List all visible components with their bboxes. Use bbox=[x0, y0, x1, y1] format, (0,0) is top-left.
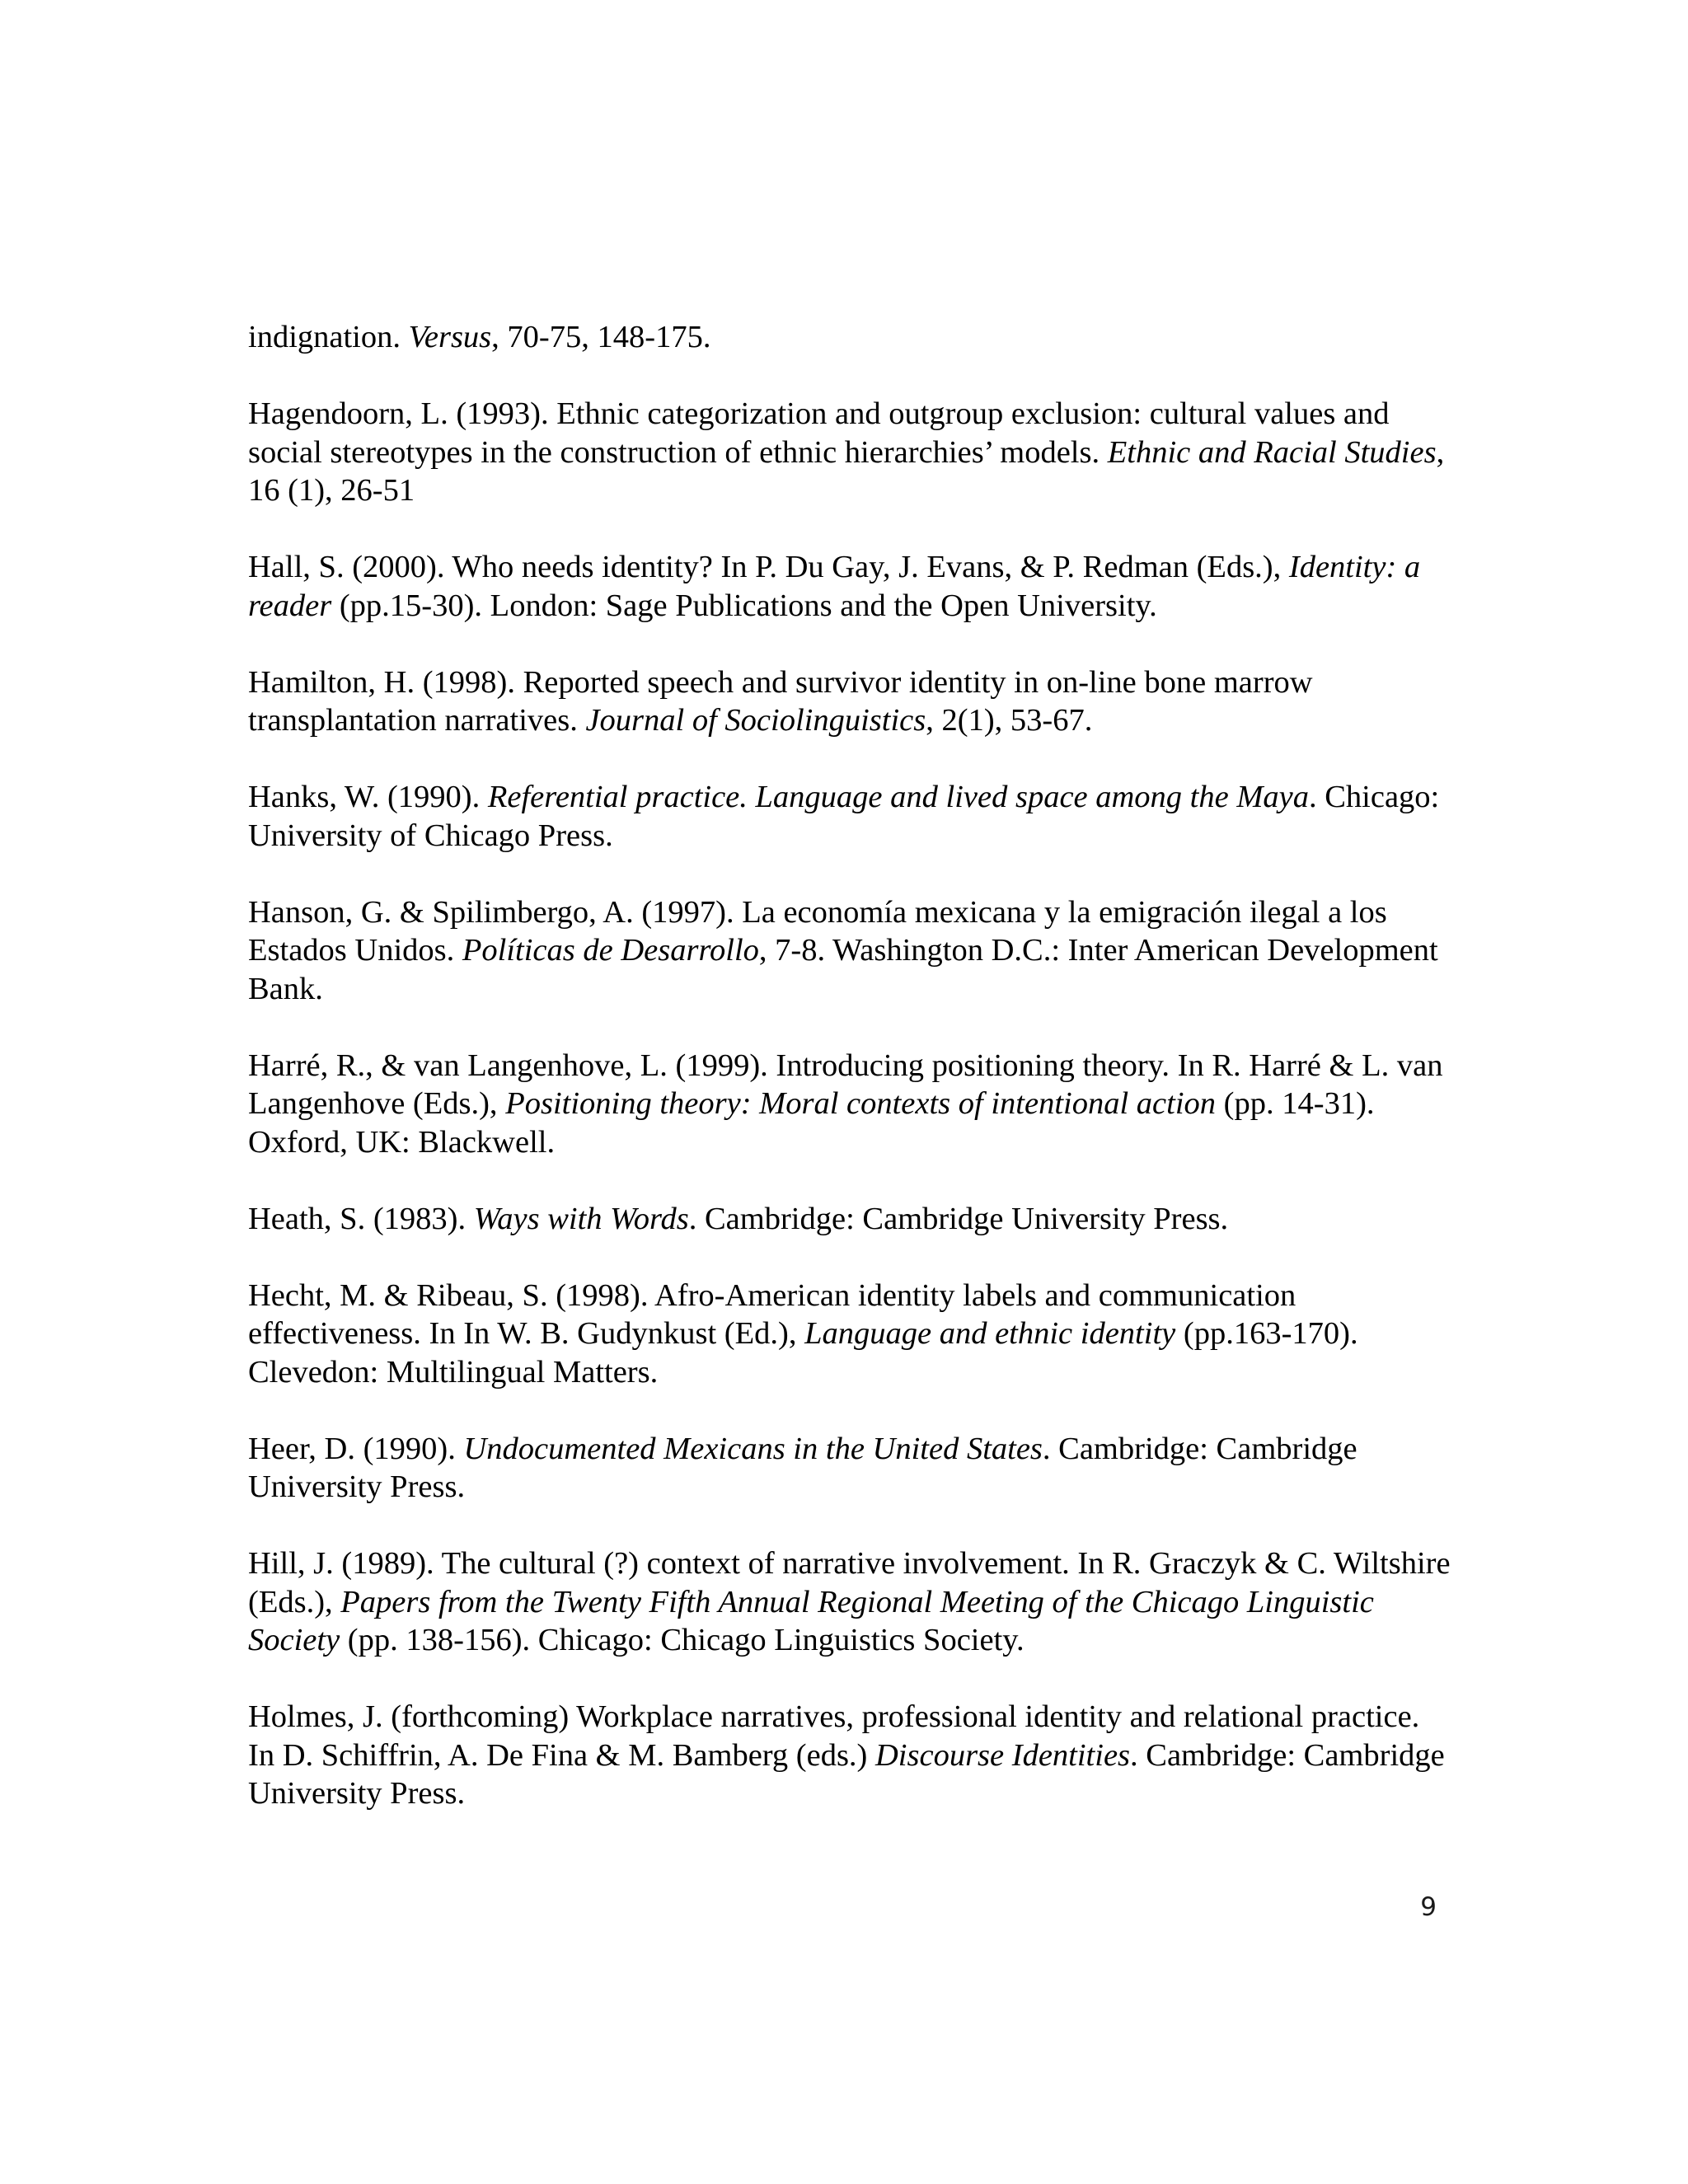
reference-entry bbox=[248, 1047, 1451, 1162]
reference-text: Hagendoorn, L. (1993). Ethnic categorization and outgroup exclusion: cultural values and social stereotypes in the construction of ethnic hierarchies’ models. bbox=[248, 396, 1390, 470]
reference-entry bbox=[248, 318, 1451, 357]
reference-list bbox=[248, 318, 1451, 1813]
reference-text: . Chicago: University of Chicago Press. bbox=[248, 780, 1440, 853]
reference-entry bbox=[248, 778, 1451, 855]
reference-text: Heer, D. (1990). bbox=[248, 1431, 464, 1466]
reference-text: Hill, J. (1989). The cultural (?) context of narrative involvement. In R. Graczyk & C. Wiltshire (Eds.), bbox=[248, 1546, 1451, 1619]
reference-text: indignation. bbox=[248, 320, 409, 354]
reference-text: Holmes, J. (forthcoming) Workplace narratives, professional identity and relational practice. In D. Schiffrin, A. De Fina & M. Bamberg (eds.) bbox=[248, 1699, 1420, 1773]
reference-text: Hanson, G. & Spilimbergo, A. (1997). La economía mexicana y la emigración ilegal a los Estados Unidos. bbox=[248, 894, 1387, 968]
reference-text: (pp. 138-156). Chicago: Chicago Linguistics Society. bbox=[340, 1623, 1025, 1657]
reference-title-italic: Discourse Identities bbox=[875, 1737, 1131, 1773]
reference-text: . Cambridge: Cambridge University Press. bbox=[248, 1737, 1445, 1811]
reference-text: . Cambridge: Cambridge University Press. bbox=[688, 1201, 1229, 1236]
reference-entry bbox=[248, 1544, 1451, 1660]
reference-text: Hall, S. (2000). Who needs identity? In P. Du Gay, J. Evans, & P. Redman (Eds.), bbox=[248, 550, 1289, 584]
reference-title-italic: Language and ethnic identity bbox=[804, 1316, 1176, 1351]
reference-text: Hamilton, H. (1998). Reported speech and survivor identity in on-line bone marrow transplantation narratives. bbox=[248, 664, 1313, 738]
reference-entry bbox=[248, 893, 1451, 1009]
reference-entry bbox=[248, 548, 1451, 625]
reference-title-italic: Referential practice. Language and lived space among the Maya bbox=[487, 780, 1309, 814]
reference-text: , 7-8. Washington D.C.: Inter American Development Bank. bbox=[248, 933, 1438, 1006]
reference-text: Heath, S. (1983). bbox=[248, 1201, 474, 1236]
reference-entry bbox=[248, 395, 1451, 510]
reference-text: (pp.163-170). Clevedon: Multilingual Matters. bbox=[248, 1316, 1358, 1390]
reference-title-italic: Políticas de Desarrollo bbox=[462, 933, 759, 968]
reference-text: , 70-75, 148-175. bbox=[491, 320, 711, 354]
reference-text: , 2(1), 53-67. bbox=[926, 703, 1093, 738]
reference-entry bbox=[248, 1430, 1451, 1507]
reference-title-italic: Versus bbox=[408, 320, 492, 354]
reference-text: (pp. 14-31). Oxford, UK: Blackwell. bbox=[248, 1086, 1375, 1160]
reference-text: (pp.15-30). London: Sage Publications and the Open University. bbox=[331, 588, 1157, 623]
reference-title-italic: Journal of Sociolinguistics bbox=[585, 703, 926, 738]
reference-title-italic: Ethnic and Racial Studies bbox=[1107, 434, 1437, 470]
reference-text: . Cambridge: Cambridge University Press. bbox=[248, 1431, 1357, 1504]
reference-entry bbox=[248, 663, 1451, 740]
reference-title-italic: Positioning theory: Moral contexts of intentional action bbox=[505, 1086, 1217, 1121]
reference-text: Harré, R., & van Langenhove, L. (1999). Introducing positioning theory. In R. Harré & L. van Langenhove (Eds.), bbox=[248, 1047, 1443, 1121]
reference-title-italic: Identity: a reader bbox=[248, 550, 1421, 623]
reference-entry bbox=[248, 1698, 1451, 1813]
reference-title-italic: Ways with Words bbox=[473, 1201, 689, 1236]
reference-text: Hecht, M. & Ribeau, S. (1998). Afro-American identity labels and communication effectiveness. In In W. B. Gudynkust (Ed.), bbox=[248, 1277, 1296, 1351]
reference-entry bbox=[248, 1277, 1451, 1392]
reference-text: Hanks, W. (1990). bbox=[248, 780, 488, 814]
reference-entry bbox=[248, 1200, 1451, 1239]
reference-title-italic: Undocumented Mexicans in the United States bbox=[463, 1431, 1043, 1466]
reference-title-italic: Papers from the Twenty Fifth Annual Regional Meeting of the Chicago Linguistic Society bbox=[248, 1584, 1374, 1657]
page-number: 9 bbox=[1420, 1892, 1437, 1922]
reference-text: , 16 (1), 26-51 bbox=[248, 434, 1445, 508]
